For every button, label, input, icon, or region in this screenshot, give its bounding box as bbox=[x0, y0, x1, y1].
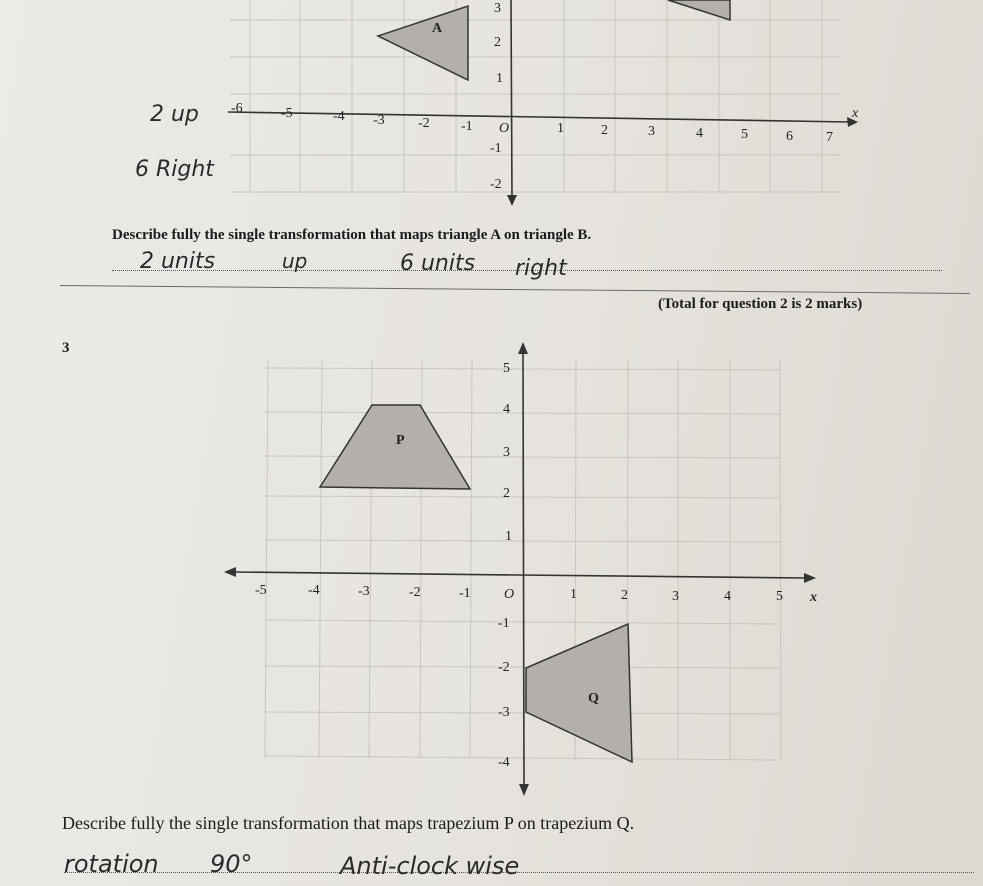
q2-origin: O bbox=[499, 121, 510, 136]
q2-xtick: 2 bbox=[601, 123, 608, 138]
answer-90-degrees: 90° bbox=[210, 850, 253, 878]
q2-xtick: 4 bbox=[696, 126, 703, 141]
q3-xtick: 1 bbox=[570, 587, 577, 602]
q2-ytick: -1 bbox=[490, 141, 502, 156]
q2-xtick: -2 bbox=[418, 116, 430, 131]
q2-x-label: x bbox=[852, 106, 859, 121]
label-q: Q bbox=[588, 691, 599, 706]
q2-xtick: -5 bbox=[281, 106, 293, 121]
q3-ytick: 2 bbox=[503, 486, 510, 501]
q3-xtick: -1 bbox=[459, 586, 471, 601]
q2-xtick: 3 bbox=[648, 124, 655, 139]
q3-xtick: -3 bbox=[358, 584, 370, 599]
answer-6-units: 6 units bbox=[400, 251, 476, 276]
q2-ytick: 3 bbox=[494, 1, 501, 16]
q3-ytick: -2 bbox=[498, 660, 510, 675]
q3-xtick: 2 bbox=[621, 588, 628, 603]
q2-xtick: 5 bbox=[741, 127, 748, 142]
answer-anti-clockwise: Anti-clock wise bbox=[340, 852, 520, 880]
q2-total: (Total for question 2 is 2 marks) bbox=[658, 296, 863, 312]
q2-ytick: 2 bbox=[494, 35, 501, 50]
q3-ytick: -3 bbox=[498, 705, 510, 720]
q3-ytick: 4 bbox=[503, 402, 510, 417]
q2-xtick: 7 bbox=[826, 130, 833, 145]
q2-prompt: Describe fully the single transformation that maps triangle A on triangle B. bbox=[112, 227, 592, 243]
q2-xtick: -3 bbox=[373, 113, 385, 128]
q3-prompt: Describe fully the single transformation that maps trapezium P on trapezium Q. bbox=[62, 813, 635, 833]
answer-2-units: 2 units bbox=[140, 249, 216, 274]
q2-xtick: 1 bbox=[557, 121, 564, 136]
answer-rotation: rotation bbox=[64, 850, 159, 878]
q2-xtick: -6 bbox=[231, 101, 243, 116]
q2-ytick: -2 bbox=[490, 177, 502, 192]
q3-xtick: 4 bbox=[724, 589, 731, 604]
q3-xtick: 5 bbox=[776, 589, 783, 604]
q3-x-label: x bbox=[810, 590, 817, 605]
margin-note-6-right: 6 Right bbox=[135, 157, 214, 182]
label-p: P bbox=[396, 433, 405, 448]
q2-xtick: 6 bbox=[786, 129, 793, 144]
q3-ytick: -4 bbox=[498, 755, 510, 770]
q3-ytick: -1 bbox=[498, 616, 510, 631]
q2-xtick: -4 bbox=[333, 109, 345, 124]
q3-xtick: -5 bbox=[255, 583, 267, 598]
margin-note-2-up: 2 up bbox=[150, 102, 199, 127]
q3-xtick: 3 bbox=[672, 589, 679, 604]
q3-ytick: 3 bbox=[503, 445, 510, 460]
q3-origin: O bbox=[504, 587, 515, 602]
answer-up: up bbox=[282, 249, 308, 273]
q2-xtick: -1 bbox=[461, 119, 473, 134]
label-a: A bbox=[432, 21, 443, 36]
q3-ytick: 1 bbox=[505, 529, 512, 544]
q2-ytick: 1 bbox=[496, 71, 503, 86]
q3-ytick: 5 bbox=[503, 361, 510, 376]
q3-xtick: -4 bbox=[308, 583, 320, 598]
q3-xtick: -2 bbox=[409, 585, 421, 600]
q3-number: 3 bbox=[62, 340, 70, 356]
answer-right: right bbox=[515, 256, 567, 281]
